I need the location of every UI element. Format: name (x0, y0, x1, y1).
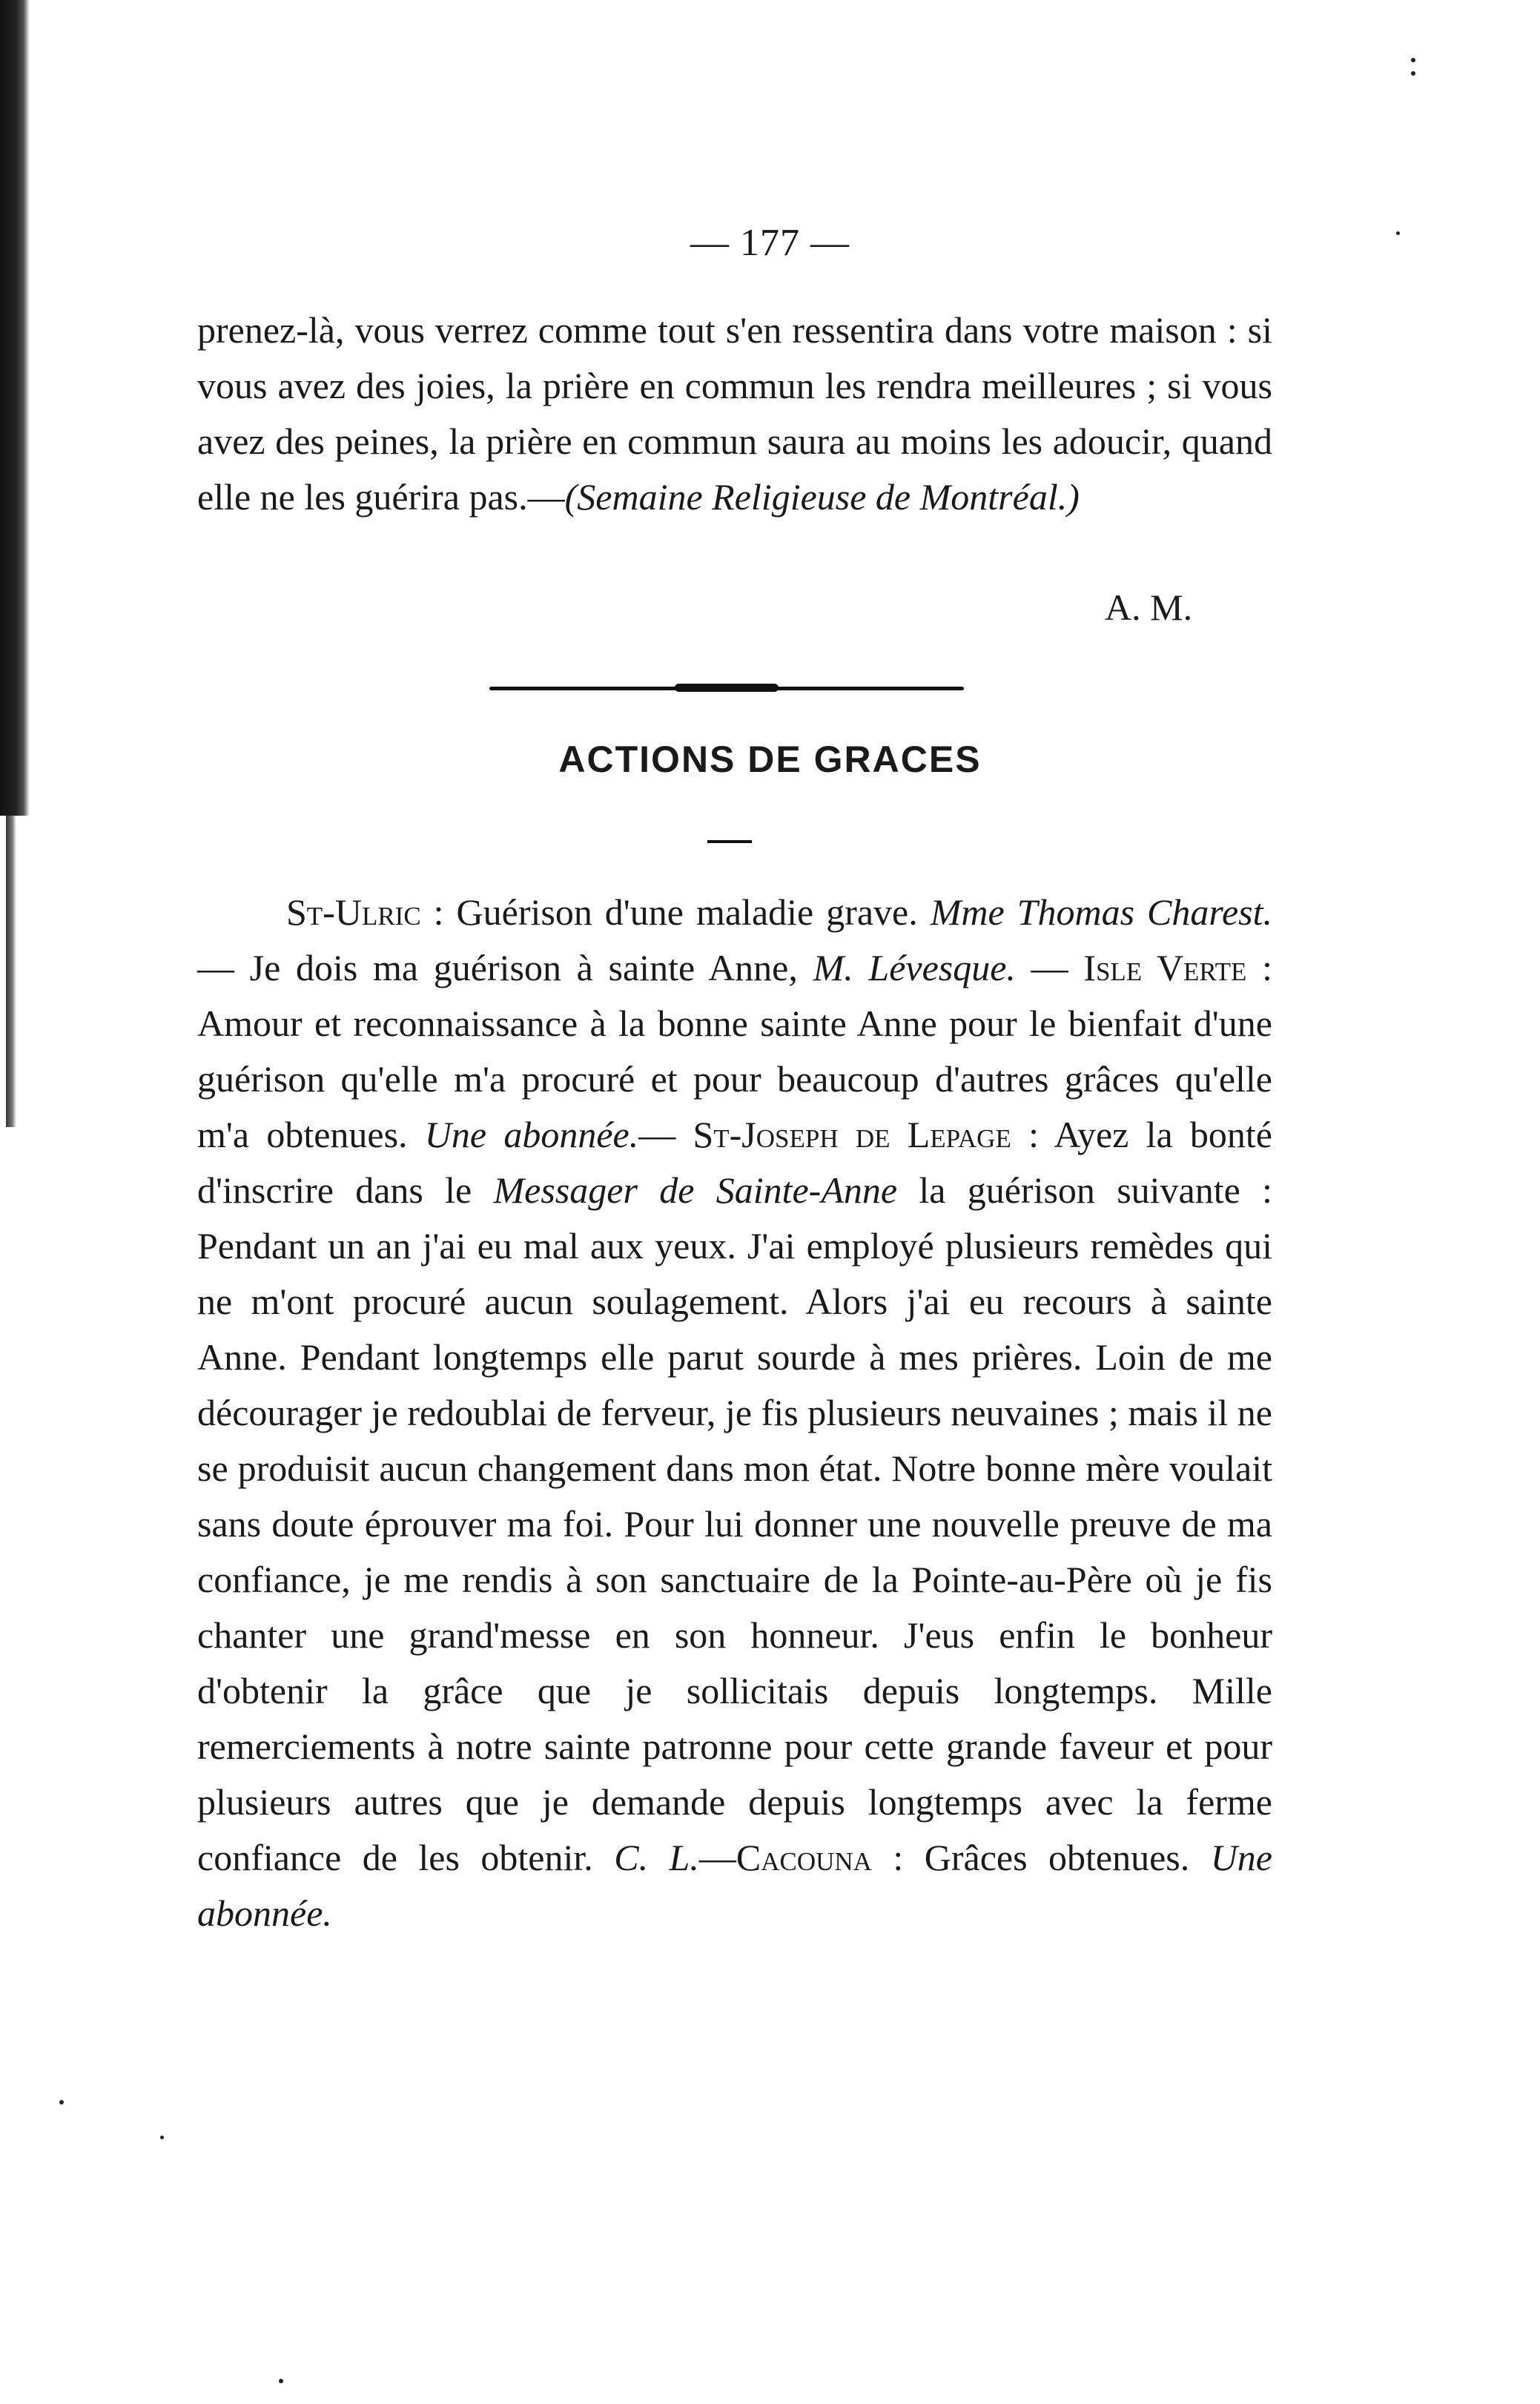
text-run: — (698, 1837, 736, 1878)
thanksgiving-paragraph (197, 885, 1272, 1941)
scan-edge-shadow (0, 0, 30, 816)
journal-title: Messager de Sainte-Anne (493, 1169, 898, 1211)
text-run: : Amour et reconnaissance à la bonne sainte Anne pour le bienfait d'une guérison qu'elle m'a procuré et pour beaucoup d'autres grâces qu'elle m'a obtenues. (197, 947, 1273, 1155)
source-citation: (Semaine Religieuse de Montréal.) (564, 476, 1080, 518)
text-run: — Je dois ma guérison à sainte Anne, (197, 947, 813, 988)
title-underline (707, 840, 752, 843)
scan-speck (279, 2379, 283, 2383)
paragraph-text (197, 303, 1272, 525)
scan-speck (59, 2100, 64, 2104)
continued-paragraph (197, 303, 1272, 525)
person-name: Une abonnée. (197, 1837, 1272, 1934)
author-initials: A. M. (1105, 587, 1193, 628)
person-name: M. Lévesque. (813, 947, 1016, 988)
place-name: St-Ulric (286, 891, 421, 933)
place-name: Cacouna (736, 1837, 872, 1878)
place-name: St-Joseph de Lepage (693, 1114, 1011, 1155)
scan-speck (1411, 58, 1415, 62)
paragraph-text (197, 885, 1272, 1941)
person-name: Mme Thomas Charest. (930, 891, 1272, 933)
scan-speck (160, 2136, 164, 2139)
text-run: : Guérison d'une maladie grave. (420, 891, 931, 933)
text-run: la guérison suivante : Pendant un an j'ai eu mal aux yeux. J'ai employé plusieurs remèdes qui ne m'ont procuré aucun soulagement. Alors j'ai eu recours à sainte Anne. Pendant longtemps elle parut sourde à mes prières. Loin de me décourager je redoublai de ferveur, je fis plusieurs neuvaines ; mais il ne se produisit aucun changement dans mon état. Notre bonne mère voulait sans doute éprouver ma foi. Pour lui donner une nouvelle preuve de ma confiance, je me rendis à son sanctuaire de la Pointe-au-Père où je fis chanter une grand'messe en son honneur. J'eus enfin le bonheur d'obtenir la grâce que je sollicitais depuis longtemps. Mille remerciements à notre sainte patronne pour cette grande faveur et pour plusieurs autres que je demande depuis longtemps avec la ferme confiance de les obtenir. (197, 1169, 1273, 1878)
person-name: Une abonnée. (424, 1114, 639, 1155)
scan-edge-shadow-lower (6, 816, 16, 1127)
paragraph-lead: prenez-là, vous verrez comme tout s'en ressentira dans votre maison : si vous avez des joies, la prière en commun les rendra meilleures ; si vous avez des peines, la prière en commun saura au moins les adoucir, quand elle ne les guérira pas.— (197, 309, 1272, 518)
page-number: — 177 — (690, 222, 850, 264)
text-run: — (1015, 947, 1084, 988)
scan-speck (1411, 71, 1415, 76)
text-run: : Grâces obtenues. (871, 1837, 1211, 1878)
text-run: — (638, 1114, 693, 1155)
text-run: : Ayez la bonté d'inscrire dans le (197, 1114, 1272, 1211)
section-divider-ornament (675, 684, 779, 692)
person-name: C. L. (614, 1837, 699, 1878)
section-title: ACTIONS DE GRACES (558, 739, 982, 780)
place-name: Isle Verte (1083, 947, 1247, 988)
